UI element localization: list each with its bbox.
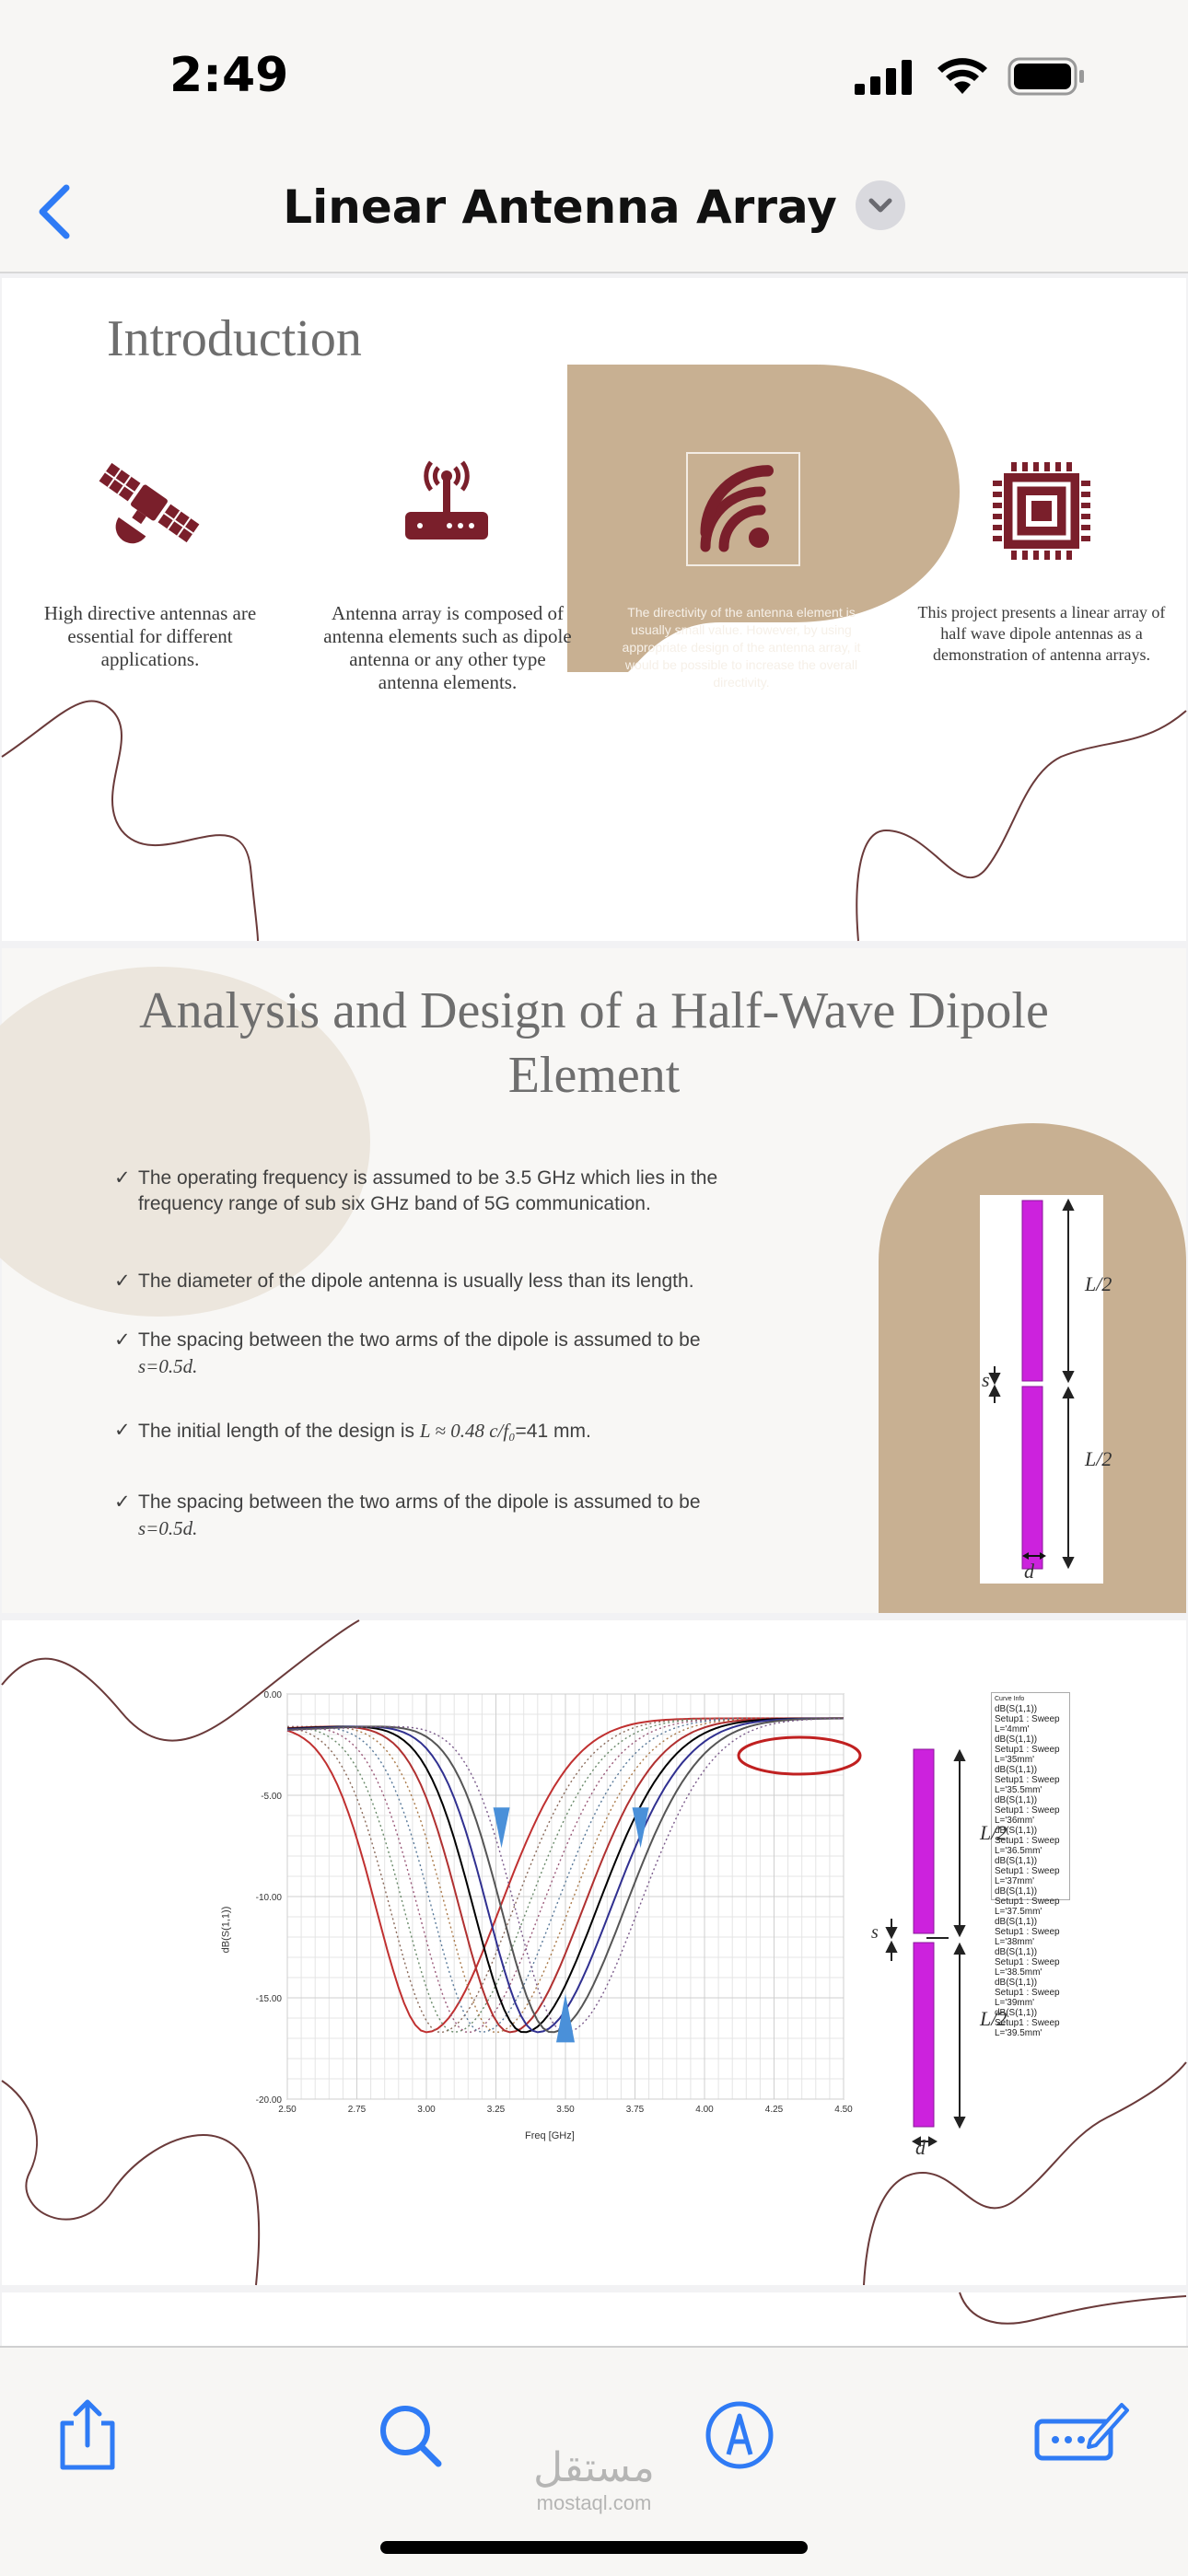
legend-entry: dB(S(1,1)) Setup1 : Sweep L='39mm': [995, 1978, 1060, 2008]
watermark-arabic: مستقل: [533, 2444, 655, 2491]
x-tick-label: 2.50: [278, 2105, 297, 2115]
status-time: 2:49: [169, 48, 289, 103]
home-indicator[interactable]: [380, 2541, 808, 2554]
slide-title-line-2: Element: [507, 1047, 681, 1104]
bullet-1-text: The operating frequency is assumed to be 3.5 GHz which lies in the frequency range of sub six GHz band of 5G communication.: [138, 1167, 718, 1214]
legend-entry: dB(S(1,1)) Setup1 : Sweep L='36mm': [995, 1795, 1060, 1826]
bullet-2-text: The diameter of the dipole antenna is usually less than its length.: [138, 1271, 694, 1292]
router-icon: [396, 455, 497, 556]
legend-header: Curve Info: [995, 1696, 1025, 1702]
watermark-latin: mostaql.com: [536, 2491, 652, 2514]
status-bar: [0, 0, 1188, 157]
wifi-icon: [936, 57, 989, 96]
bullet-1: [114, 1166, 783, 1217]
intro-text-1: High directive antennas are essential for different applications.: [43, 602, 257, 670]
bullet-3-text: The spacing between the two arms of the dipole is assumed to be: [138, 1329, 701, 1351]
label-half-length-bottom: L/2: [980, 2007, 1007, 2030]
x-tick-label: 3.50: [556, 2105, 575, 2115]
y-axis-label: dB(S(1,1)): [220, 1906, 232, 1954]
legend-entry: dB(S(1,1)) Setup1 : Sweep L='4mm': [995, 1704, 1060, 1735]
legend-entry: dB(S(1,1)) Setup1 : Sweep L='36.5mm': [995, 1826, 1060, 1856]
satellite-icon: [94, 447, 204, 558]
y-tick-label: -5.00: [261, 1792, 282, 1802]
wifi-signal-icon: [685, 451, 801, 567]
dipole-diagram: [980, 1195, 1103, 1584]
y-tick-label: 0.00: [263, 1690, 282, 1700]
bullet-3: [114, 1328, 783, 1380]
navigation-bar: [0, 157, 1188, 273]
label-half-length-top: L/2: [980, 1821, 1007, 1844]
document-title-text: Linear Antenna Array: [283, 180, 837, 234]
bullet-5-text: The spacing between the two arms of the dipole is assumed to be: [138, 1491, 701, 1513]
slide-analysis-design[interactable]: [2, 948, 1186, 1613]
slide-title-line-1: Analysis and Design of a Half-Wave Dipole: [139, 982, 1049, 1039]
document-title[interactable]: [0, 180, 1188, 236]
x-tick-label: 2.75: [347, 2105, 367, 2115]
x-axis-label: Freq [GHz]: [525, 2130, 575, 2141]
label-half-length-bottom: L/2: [1085, 1447, 1112, 1470]
x-tick-label: 4.00: [695, 2105, 714, 2115]
x-tick-label: 3.75: [625, 2105, 645, 2115]
bullet-4-text: The initial length of the design is: [138, 1421, 415, 1442]
legend-entry: dB(S(1,1)) Setup1 : Sweep L='39.5mm': [995, 2008, 1060, 2038]
diameter-arrow: [1020, 1550, 1048, 1561]
label-spacing: s: [982, 1368, 990, 1391]
watermark: [0, 2444, 1188, 2515]
y-tick-label: -15.00: [255, 1994, 282, 2004]
bullet-3-math: s=0.5d.: [138, 1355, 198, 1377]
legend-highlight-circle: [735, 1733, 864, 1779]
checkmark-icon: ✓: [114, 1420, 131, 1441]
bullet-4: [114, 1418, 783, 1445]
title-menu-button[interactable]: [856, 180, 905, 230]
bullet-2: [114, 1269, 783, 1294]
y-tick-label: -20.00: [255, 2095, 282, 2106]
legend-entry: dB(S(1,1)) Setup1 : Sweep L='38.5mm': [995, 1947, 1060, 1978]
status-icons: [853, 57, 1087, 96]
slide-s11-sweep[interactable]: [2, 1620, 1186, 2285]
label-half-length-top: L/2: [1085, 1272, 1112, 1295]
intro-text-4: This project presents a linear array of half wave dipole antennas as a demonstration of antenna arrays.: [917, 603, 1166, 664]
x-tick-label: 3.00: [417, 2105, 436, 2115]
y-tick-label: -10.00: [255, 1893, 282, 1903]
bullet-5: [114, 1490, 783, 1542]
legend-entry: dB(S(1,1)) Setup1 : Sweep L='38mm': [995, 1917, 1060, 1947]
label-diameter: d: [915, 2136, 926, 2159]
checkmark-icon: ✓: [114, 1271, 131, 1292]
legend-entry: dB(S(1,1)) Setup1 : Sweep L='35.5mm': [995, 1765, 1060, 1795]
slide-introduction[interactable]: [2, 278, 1186, 941]
battery-icon: [1007, 57, 1087, 96]
bullet-5-math: s=0.5d.: [138, 1517, 198, 1539]
bottom-toolbar: [0, 2346, 1188, 2576]
checkmark-icon: ✓: [114, 1167, 131, 1189]
x-tick-label: 4.25: [764, 2105, 784, 2115]
cellular-signal-icon: [853, 58, 917, 95]
slide-title: Introduction: [107, 310, 362, 367]
slide-decoration: [2, 2292, 1186, 2348]
legend-entry: dB(S(1,1)) Setup1 : Sweep L='35mm': [995, 1735, 1060, 1765]
checkmark-icon: ✓: [114, 1491, 131, 1513]
chart-plot-area: [230, 1620, 856, 2173]
slide-next-partial[interactable]: [2, 2292, 1186, 2348]
x-tick-label: 3.25: [486, 2105, 506, 2115]
chip-icon: [991, 460, 1092, 562]
bullet-4-math: L ≈ 0.48 c/f₀: [419, 1420, 516, 1442]
checkmark-icon: ✓: [114, 1329, 131, 1351]
intro-text-3: The directivity of the antenna element is usually small value. However, by using appropriate design of the antenna array, it would be possible to increase the overall directivity.: [622, 605, 861, 690]
intro-text-2: Antenna array is composed of antenna elements such as dipole antenna or any other type antenna elements.: [323, 602, 572, 693]
legend-entry: dB(S(1,1)) Setup1 : Sweep L='37.5mm': [995, 1886, 1060, 1917]
label-diameter: d: [1024, 1560, 1034, 1583]
chevron-down-icon: [856, 180, 905, 230]
dipole-diagram: [886, 1749, 987, 2154]
legend-entry: dB(S(1,1)) Setup1 : Sweep L='37mm': [995, 1856, 1060, 1886]
bullet-4-tail: =41 mm.: [515, 1421, 591, 1442]
label-spacing: s: [871, 1922, 879, 1943]
x-tick-label: 4.50: [834, 2105, 853, 2115]
